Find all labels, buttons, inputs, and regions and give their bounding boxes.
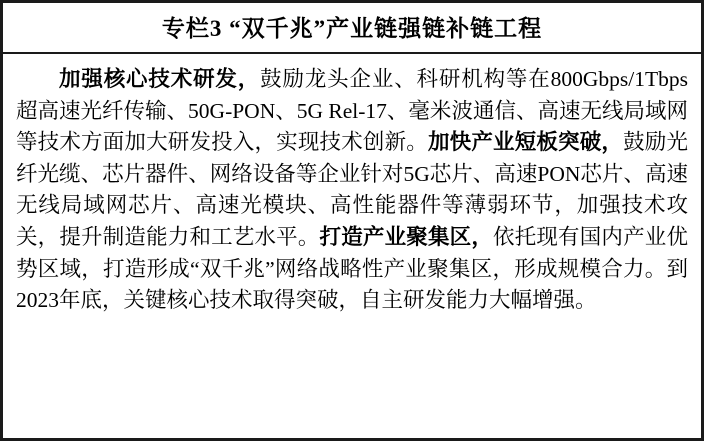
paragraph-segment-emphasis: 加强核心技术研发， [59,67,261,91]
paragraph-segment: 依托现有国内产业优势区域，打造形成“双千兆”网络战略性产业聚集区，形成规模合力。到2023年底，关键核心技术取得突破，自主研发能力大幅增强。 [16,224,688,313]
paragraph-segment: 鼓励光纤光缆、芯片器件、网络设备等企业针对5G芯片、高速PON芯片、高速无线局域网芯片、高速光模块、高性能器件等薄弱环节，加强技术攻关，提升制造能力和工艺水平。 [16,130,688,249]
body-paragraph [16,64,688,317]
paragraph-segment-emphasis: 加快产业短板突破， [427,130,624,155]
paragraph-segment: 鼓励龙头企业、科研机构等在800Gbps/1Tbps超高速光纤传输、50G-PON、5G Rel-17、毫米波通信、高速无线局域网等技术方面加大研发投入，实现技术创新。 [16,67,688,155]
paragraph-segment-emphasis: 打造产业聚集区， [319,224,494,249]
callout-title-bar [3,3,701,54]
callout-body [3,54,701,438]
page-title: 专栏3 “双千兆”产业链强链补链工程 [161,16,543,41]
